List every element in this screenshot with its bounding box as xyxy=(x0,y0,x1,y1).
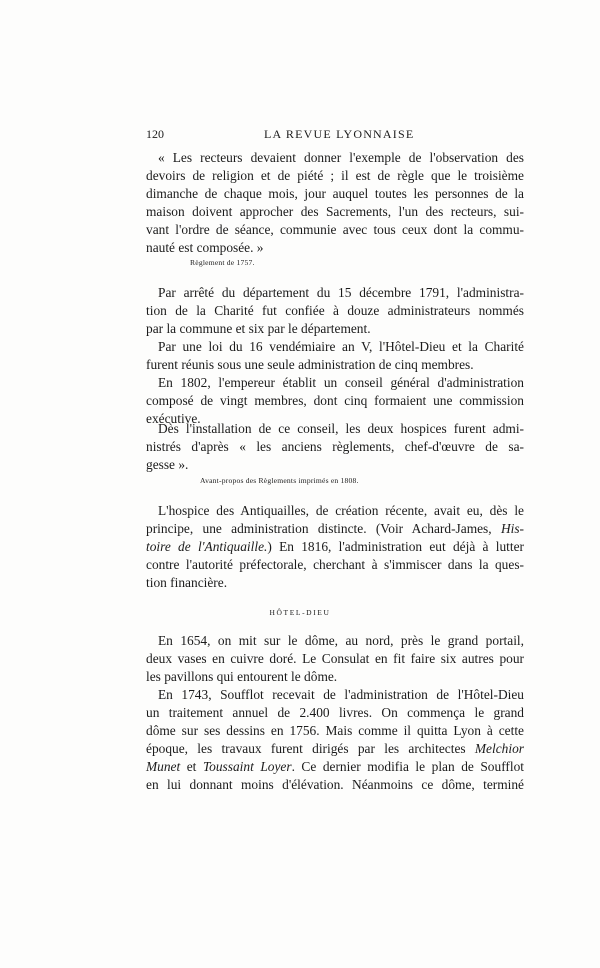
text-line: gesse ». xyxy=(146,457,189,472)
text-line: époque, les travaux furent dirigés par les architectes Melchior xyxy=(146,741,524,756)
text-line: « Les recteurs devaient donner l'exemple de l'observation des xyxy=(158,150,524,165)
text-line: dôme sur ses dessins en 1756. Mais comme il quitta Lyon à cette xyxy=(146,723,524,738)
quote-source-caption: Règlement de 1757. xyxy=(190,258,255,267)
text-line: En 1654, on mit sur le dôme, au nord, près le grand portail, xyxy=(158,633,524,648)
text-line: les pavillons qui entourent le dôme. xyxy=(146,669,338,684)
text-line: toire de l'Antiquaille.) En 1816, l'administration eut déjà à lutter xyxy=(146,539,524,554)
text-line: vant l'ordre de séance, communie avec tous ceux dont la commu- xyxy=(146,222,524,237)
text-line: Par arrêté du département du 15 décembre 1791, l'administra- xyxy=(158,285,524,300)
text-line: contre l'autorité préfectorale, cherchant à s'immiscer dans la ques- xyxy=(146,557,524,572)
page-header xyxy=(146,127,526,143)
italic-text: Toussaint Loyer xyxy=(202,759,292,774)
text-line: nauté est composée. » xyxy=(146,240,264,255)
running-title: LA REVUE LYONNAISE xyxy=(264,127,415,141)
italic-text: toire de l'Antiquaille. xyxy=(146,539,268,554)
text-line: Dès l'installation de ce conseil, les deux hospices furent admi- xyxy=(158,421,524,436)
text-line: En 1802, l'empereur établit un conseil général d'administration xyxy=(158,375,524,390)
quote-source-caption: Avant-propos des Règlements imprimés en 1808. xyxy=(200,476,359,485)
text-line: furent réunis sous une seule administration de cinq membres. xyxy=(146,357,474,372)
text-line: nistrés d'après « les anciens règlements, chef-d'œuvre de sa- xyxy=(146,439,524,454)
text-line: maison doivent approcher des Sacrements, l'un des recteurs, sui- xyxy=(146,204,524,219)
text-line: deux vases en cuivre doré. Le Consulat en fit faire six autres pour xyxy=(146,651,524,666)
text-line: tion de la Charité fut confiée à douze administrateurs nommés xyxy=(146,303,524,318)
text-line: tion financière. xyxy=(146,575,228,590)
text-line: par la commune et six par le département. xyxy=(146,321,371,336)
italic-text: Melchior xyxy=(474,741,524,756)
italic-text: Munet xyxy=(146,759,181,774)
text-line: En 1743, Soufflot recevait de l'administration de l'Hôtel-Dieu xyxy=(158,687,524,702)
text-line: L'hospice des Antiquailles, de création récente, avait eu, dès le xyxy=(158,503,524,518)
italic-text: His- xyxy=(500,521,524,536)
section-heading: HÔTEL-DIEU xyxy=(269,608,331,617)
text-line: dimanche de chaque mois, jour auquel toutes les personnes de la xyxy=(146,186,524,201)
text-line: composé de vingt membres, dont cinq formaient une commission xyxy=(146,393,524,408)
text-line: Munet et Toussaint Loyer. Ce dernier modifia le plan de Soufflot xyxy=(146,759,525,774)
text-line: un traitement annuel de 2.400 livres. On commença le grand xyxy=(146,705,524,720)
text-line: exécutive. xyxy=(146,411,201,426)
text-line: principe, une administration distincte. (Voir Achard-James, His- xyxy=(146,521,524,536)
page-number: 120 xyxy=(146,127,164,141)
text-line: en lui donnant moins d'élévation. Néanmoins ce dôme, terminé xyxy=(146,777,524,792)
text-line: Par une loi du 16 vendémiaire an V, l'Hôtel-Dieu et la Charité xyxy=(158,339,524,354)
text-line: devoirs de religion et de piété ; il est de règle que le troisième xyxy=(146,168,524,183)
